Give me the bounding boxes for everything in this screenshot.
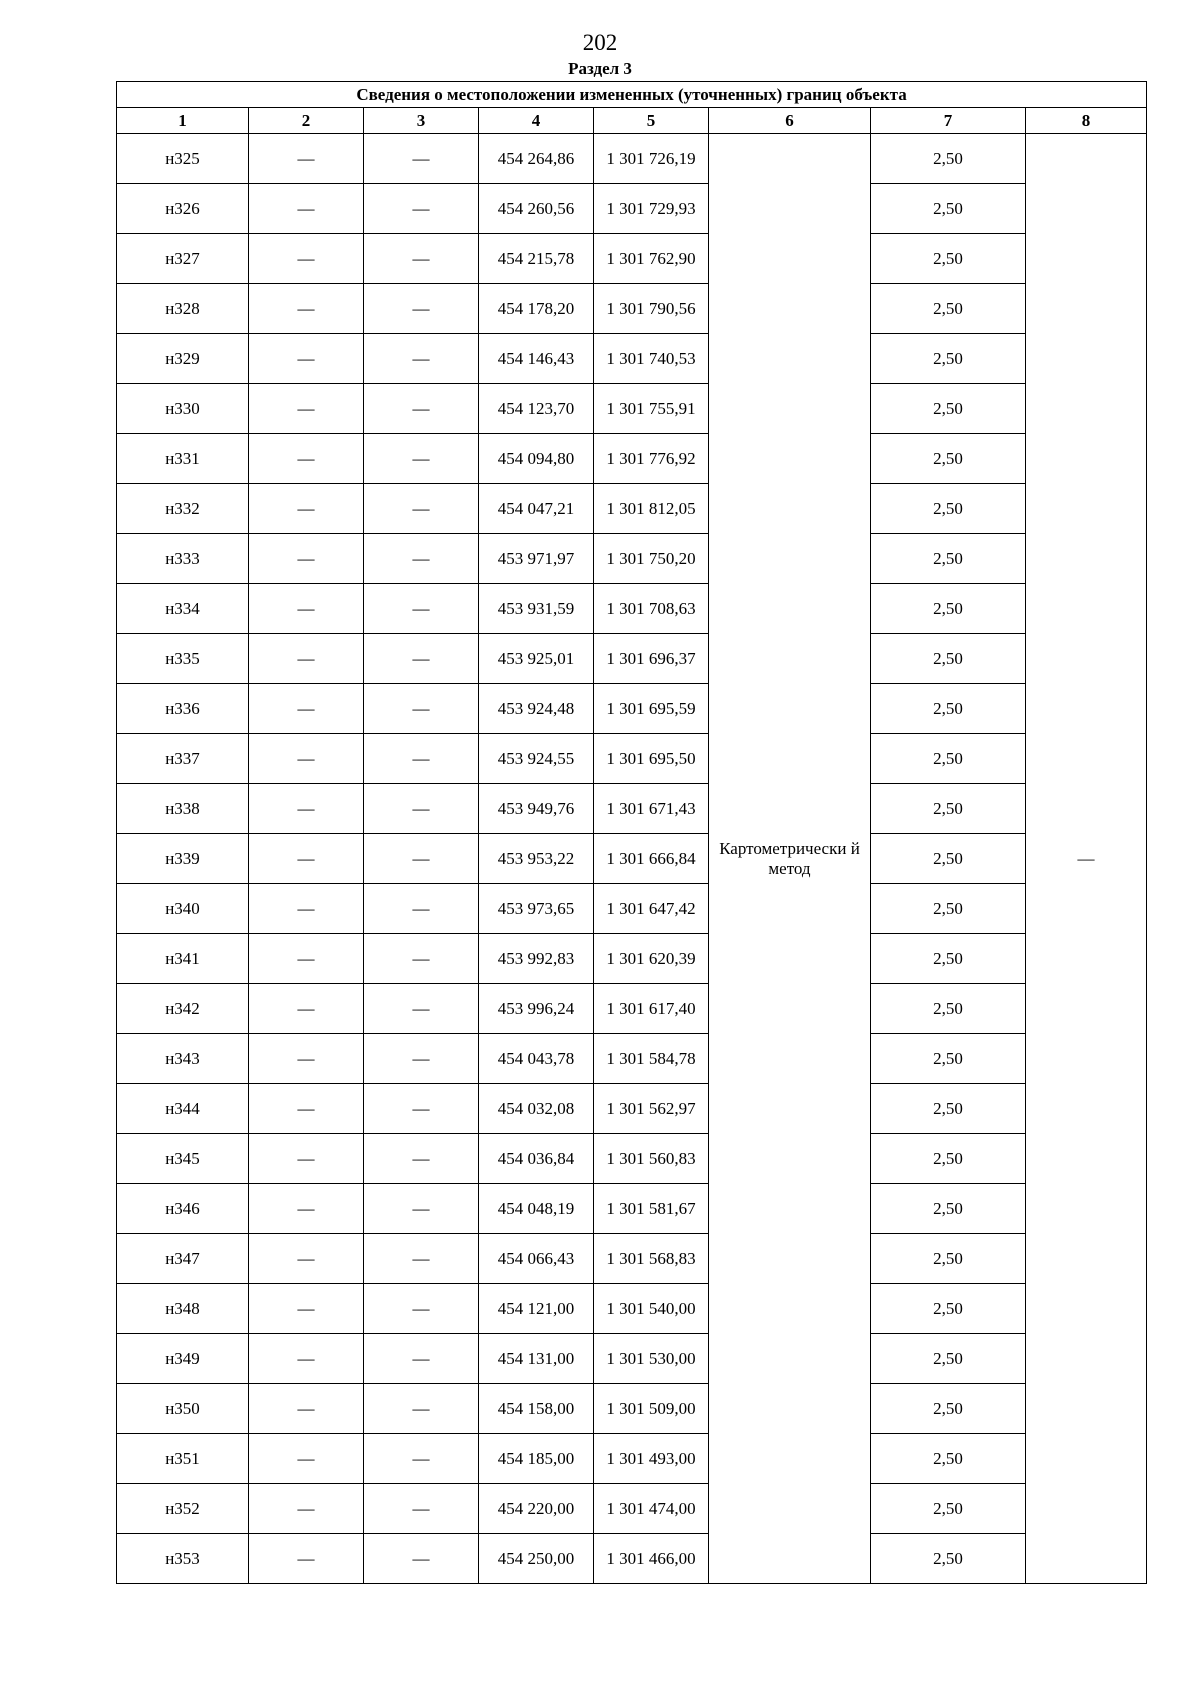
point-name: н333 (117, 534, 249, 584)
column-3-value: — (364, 1534, 479, 1584)
accuracy-value: 2,50 (871, 1434, 1026, 1484)
column-2-value: — (249, 884, 364, 934)
column-3-value: — (364, 534, 479, 584)
x-coordinate: 454 260,56 (479, 184, 594, 234)
column-2-value: — (249, 1284, 364, 1334)
column-number: 2 (249, 108, 364, 134)
point-name: н327 (117, 234, 249, 284)
column-3-value: — (364, 1284, 479, 1334)
table-row (117, 684, 1147, 734)
accuracy-value: 2,50 (871, 484, 1026, 534)
accuracy-value: 2,50 (871, 634, 1026, 684)
x-coordinate: 454 121,00 (479, 1284, 594, 1334)
y-coordinate: 1 301 695,50 (594, 734, 709, 784)
y-coordinate: 1 301 560,83 (594, 1134, 709, 1184)
point-name: н341 (117, 934, 249, 984)
x-coordinate: 454 036,84 (479, 1134, 594, 1184)
column-2-value: — (249, 584, 364, 634)
column-2-value: — (249, 1484, 364, 1534)
column-2-value: — (249, 134, 364, 184)
x-coordinate: 454 158,00 (479, 1384, 594, 1434)
accuracy-value: 2,50 (871, 1484, 1026, 1534)
y-coordinate: 1 301 666,84 (594, 834, 709, 884)
section-title: Раздел 3 (568, 59, 632, 78)
accuracy-value: 2,50 (871, 884, 1026, 934)
column-3-value: — (364, 984, 479, 1034)
table-row (117, 434, 1147, 484)
column-2-value: — (249, 334, 364, 384)
accuracy-value: 2,50 (871, 1334, 1026, 1384)
x-coordinate: 453 971,97 (479, 534, 594, 584)
y-coordinate: 1 301 647,42 (594, 884, 709, 934)
table-row (117, 284, 1147, 334)
x-coordinate: 454 178,20 (479, 284, 594, 334)
point-name: н345 (117, 1134, 249, 1184)
y-coordinate: 1 301 617,40 (594, 984, 709, 1034)
y-coordinate: 1 301 729,93 (594, 184, 709, 234)
table-row (117, 884, 1147, 934)
column-3-value: — (364, 634, 479, 684)
x-coordinate: 454 043,78 (479, 1034, 594, 1084)
y-coordinate: 1 301 509,00 (594, 1384, 709, 1434)
point-name: н348 (117, 1284, 249, 1334)
point-name: н330 (117, 384, 249, 434)
accuracy-value: 2,50 (871, 1234, 1026, 1284)
x-coordinate: 454 047,21 (479, 484, 594, 534)
x-coordinate: 454 250,00 (479, 1534, 594, 1584)
x-coordinate: 454 032,08 (479, 1084, 594, 1134)
column-2-value: — (249, 384, 364, 434)
accuracy-value: 2,50 (871, 184, 1026, 234)
column-3-value: — (364, 1434, 479, 1484)
x-coordinate: 454 185,00 (479, 1434, 594, 1484)
y-coordinate: 1 301 584,78 (594, 1034, 709, 1084)
table-row (117, 334, 1147, 384)
y-coordinate: 1 301 562,97 (594, 1084, 709, 1134)
column-2-value: — (249, 1034, 364, 1084)
y-coordinate: 1 301 790,56 (594, 284, 709, 334)
point-name: н339 (117, 834, 249, 884)
column-2-value: — (249, 434, 364, 484)
column-2-value: — (249, 534, 364, 584)
point-name: н325 (117, 134, 249, 184)
column-3-value: — (364, 184, 479, 234)
table-row (117, 1134, 1147, 1184)
point-name: н332 (117, 484, 249, 534)
boundary-coordinates-table (116, 81, 1147, 1584)
y-coordinate: 1 301 474,00 (594, 1484, 709, 1534)
column-2-value: — (249, 1084, 364, 1134)
point-name: н342 (117, 984, 249, 1034)
column-3-value: — (364, 684, 479, 734)
column-3-value: — (364, 1084, 479, 1134)
point-name: н331 (117, 434, 249, 484)
y-coordinate: 1 301 540,00 (594, 1284, 709, 1334)
point-name: н326 (117, 184, 249, 234)
column-3-value: — (364, 784, 479, 834)
column-3-value: — (364, 1334, 479, 1384)
y-coordinate: 1 301 776,92 (594, 434, 709, 484)
table-row (117, 834, 1147, 884)
column-numbers-row (117, 108, 1147, 134)
table-row (117, 784, 1147, 834)
table-row (117, 384, 1147, 434)
x-coordinate: 454 123,70 (479, 384, 594, 434)
method-cell: Картометрически й метод (709, 134, 871, 1584)
y-coordinate: 1 301 581,67 (594, 1184, 709, 1234)
page-number: 202 (582, 30, 618, 55)
table-row (117, 1084, 1147, 1134)
x-coordinate: 454 215,78 (479, 234, 594, 284)
y-coordinate: 1 301 696,37 (594, 634, 709, 684)
accuracy-value: 2,50 (871, 834, 1026, 884)
column-2-value: — (249, 984, 364, 1034)
column-2-value: — (249, 934, 364, 984)
table-row (117, 584, 1147, 634)
column-2-value: — (249, 484, 364, 534)
column-3-value: — (364, 334, 479, 384)
x-coordinate: 453 924,55 (479, 734, 594, 784)
table-row (117, 634, 1147, 684)
x-coordinate: 453 924,48 (479, 684, 594, 734)
x-coordinate: 454 264,86 (479, 134, 594, 184)
column-2-value: — (249, 284, 364, 334)
table-row (117, 1484, 1147, 1534)
accuracy-value: 2,50 (871, 1034, 1026, 1084)
column-2-value: — (249, 184, 364, 234)
table-row (117, 1034, 1147, 1084)
accuracy-value: 2,50 (871, 534, 1026, 584)
column-2-value: — (249, 784, 364, 834)
column-3-value: — (364, 484, 479, 534)
table-row (117, 234, 1147, 284)
column-2-value: — (249, 234, 364, 284)
table-row (117, 984, 1147, 1034)
column-number: 1 (117, 108, 249, 134)
y-coordinate: 1 301 530,00 (594, 1334, 709, 1384)
column-3-value: — (364, 584, 479, 634)
accuracy-value: 2,50 (871, 334, 1026, 384)
column-2-value: — (249, 834, 364, 884)
accuracy-value: 2,50 (871, 1084, 1026, 1134)
accuracy-value: 2,50 (871, 684, 1026, 734)
accuracy-value: 2,50 (871, 934, 1026, 984)
table-row (117, 1184, 1147, 1234)
x-coordinate: 453 996,24 (479, 984, 594, 1034)
accuracy-value: 2,50 (871, 384, 1026, 434)
point-name: н347 (117, 1234, 249, 1284)
y-coordinate: 1 301 568,83 (594, 1234, 709, 1284)
table-row (117, 1234, 1147, 1284)
accuracy-value: 2,50 (871, 584, 1026, 634)
table-row (117, 734, 1147, 784)
point-name: н338 (117, 784, 249, 834)
table-caption-row (117, 82, 1147, 108)
column-3-value: — (364, 434, 479, 484)
y-coordinate: 1 301 740,53 (594, 334, 709, 384)
column-2-value: — (249, 1534, 364, 1584)
column-8-value: — (1026, 134, 1147, 1584)
column-2-value: — (249, 1334, 364, 1384)
accuracy-value: 2,50 (871, 134, 1026, 184)
accuracy-value: 2,50 (871, 1384, 1026, 1434)
column-3-value: — (364, 1384, 479, 1434)
accuracy-value: 2,50 (871, 1184, 1026, 1234)
point-name: н335 (117, 634, 249, 684)
column-number: 8 (1026, 108, 1147, 134)
column-3-value: — (364, 734, 479, 784)
column-2-value: — (249, 1234, 364, 1284)
column-3-value: — (364, 134, 479, 184)
column-2-value: — (249, 634, 364, 684)
column-2-value: — (249, 1184, 364, 1234)
y-coordinate: 1 301 695,59 (594, 684, 709, 734)
accuracy-value: 2,50 (871, 734, 1026, 784)
column-number: 7 (871, 108, 1026, 134)
point-name: н340 (117, 884, 249, 934)
column-number: 3 (364, 108, 479, 134)
y-coordinate: 1 301 708,63 (594, 584, 709, 634)
column-3-value: — (364, 884, 479, 934)
column-3-value: — (364, 284, 479, 334)
x-coordinate: 454 131,00 (479, 1334, 594, 1384)
table-row (117, 1434, 1147, 1484)
table-row (117, 1284, 1147, 1334)
table-row (117, 184, 1147, 234)
x-coordinate: 453 931,59 (479, 584, 594, 634)
table-row (117, 484, 1147, 534)
y-coordinate: 1 301 755,91 (594, 384, 709, 434)
column-3-value: — (364, 934, 479, 984)
point-name: н353 (117, 1534, 249, 1584)
x-coordinate: 453 992,83 (479, 934, 594, 984)
accuracy-value: 2,50 (871, 434, 1026, 484)
x-coordinate: 454 066,43 (479, 1234, 594, 1284)
point-name: н349 (117, 1334, 249, 1384)
x-coordinate: 454 048,19 (479, 1184, 594, 1234)
table-row (117, 934, 1147, 984)
column-3-value: — (364, 1134, 479, 1184)
column-3-value: — (364, 234, 479, 284)
point-name: н352 (117, 1484, 249, 1534)
column-3-value: — (364, 1484, 479, 1534)
y-coordinate: 1 301 812,05 (594, 484, 709, 534)
column-3-value: — (364, 1034, 479, 1084)
point-name: н346 (117, 1184, 249, 1234)
x-coordinate: 453 973,65 (479, 884, 594, 934)
accuracy-value: 2,50 (871, 1134, 1026, 1184)
y-coordinate: 1 301 466,00 (594, 1534, 709, 1584)
accuracy-value: 2,50 (871, 984, 1026, 1034)
y-coordinate: 1 301 493,00 (594, 1434, 709, 1484)
x-coordinate: 453 953,22 (479, 834, 594, 884)
accuracy-value: 2,50 (871, 284, 1026, 334)
point-name: н351 (117, 1434, 249, 1484)
y-coordinate: 1 301 620,39 (594, 934, 709, 984)
x-coordinate: 454 220,00 (479, 1484, 594, 1534)
point-name: н343 (117, 1034, 249, 1084)
column-2-value: — (249, 1134, 364, 1184)
accuracy-value: 2,50 (871, 784, 1026, 834)
point-name: н344 (117, 1084, 249, 1134)
column-number: 5 (594, 108, 709, 134)
table-row (117, 134, 1147, 184)
point-name: н328 (117, 284, 249, 334)
y-coordinate: 1 301 726,19 (594, 134, 709, 184)
table-row (117, 1334, 1147, 1384)
table-caption: Сведения о местоположении измененных (уточненных) границ объекта (117, 82, 1147, 108)
column-3-value: — (364, 384, 479, 434)
point-name: н350 (117, 1384, 249, 1434)
column-3-value: — (364, 1184, 479, 1234)
accuracy-value: 2,50 (871, 1534, 1026, 1584)
x-coordinate: 453 925,01 (479, 634, 594, 684)
accuracy-value: 2,50 (871, 1284, 1026, 1334)
column-number: 4 (479, 108, 594, 134)
x-coordinate: 453 949,76 (479, 784, 594, 834)
point-name: н336 (117, 684, 249, 734)
y-coordinate: 1 301 671,43 (594, 784, 709, 834)
column-2-value: — (249, 684, 364, 734)
column-2-value: — (249, 1434, 364, 1484)
column-3-value: — (364, 834, 479, 884)
accuracy-value: 2,50 (871, 234, 1026, 284)
column-3-value: — (364, 1234, 479, 1284)
y-coordinate: 1 301 750,20 (594, 534, 709, 584)
y-coordinate: 1 301 762,90 (594, 234, 709, 284)
point-name: н337 (117, 734, 249, 784)
table-row (117, 1534, 1147, 1584)
column-2-value: — (249, 1384, 364, 1434)
table-row (117, 1384, 1147, 1434)
point-name: н334 (117, 584, 249, 634)
column-number: 6 (709, 108, 871, 134)
x-coordinate: 454 094,80 (479, 434, 594, 484)
table-row (117, 534, 1147, 584)
column-2-value: — (249, 734, 364, 784)
x-coordinate: 454 146,43 (479, 334, 594, 384)
point-name: н329 (117, 334, 249, 384)
